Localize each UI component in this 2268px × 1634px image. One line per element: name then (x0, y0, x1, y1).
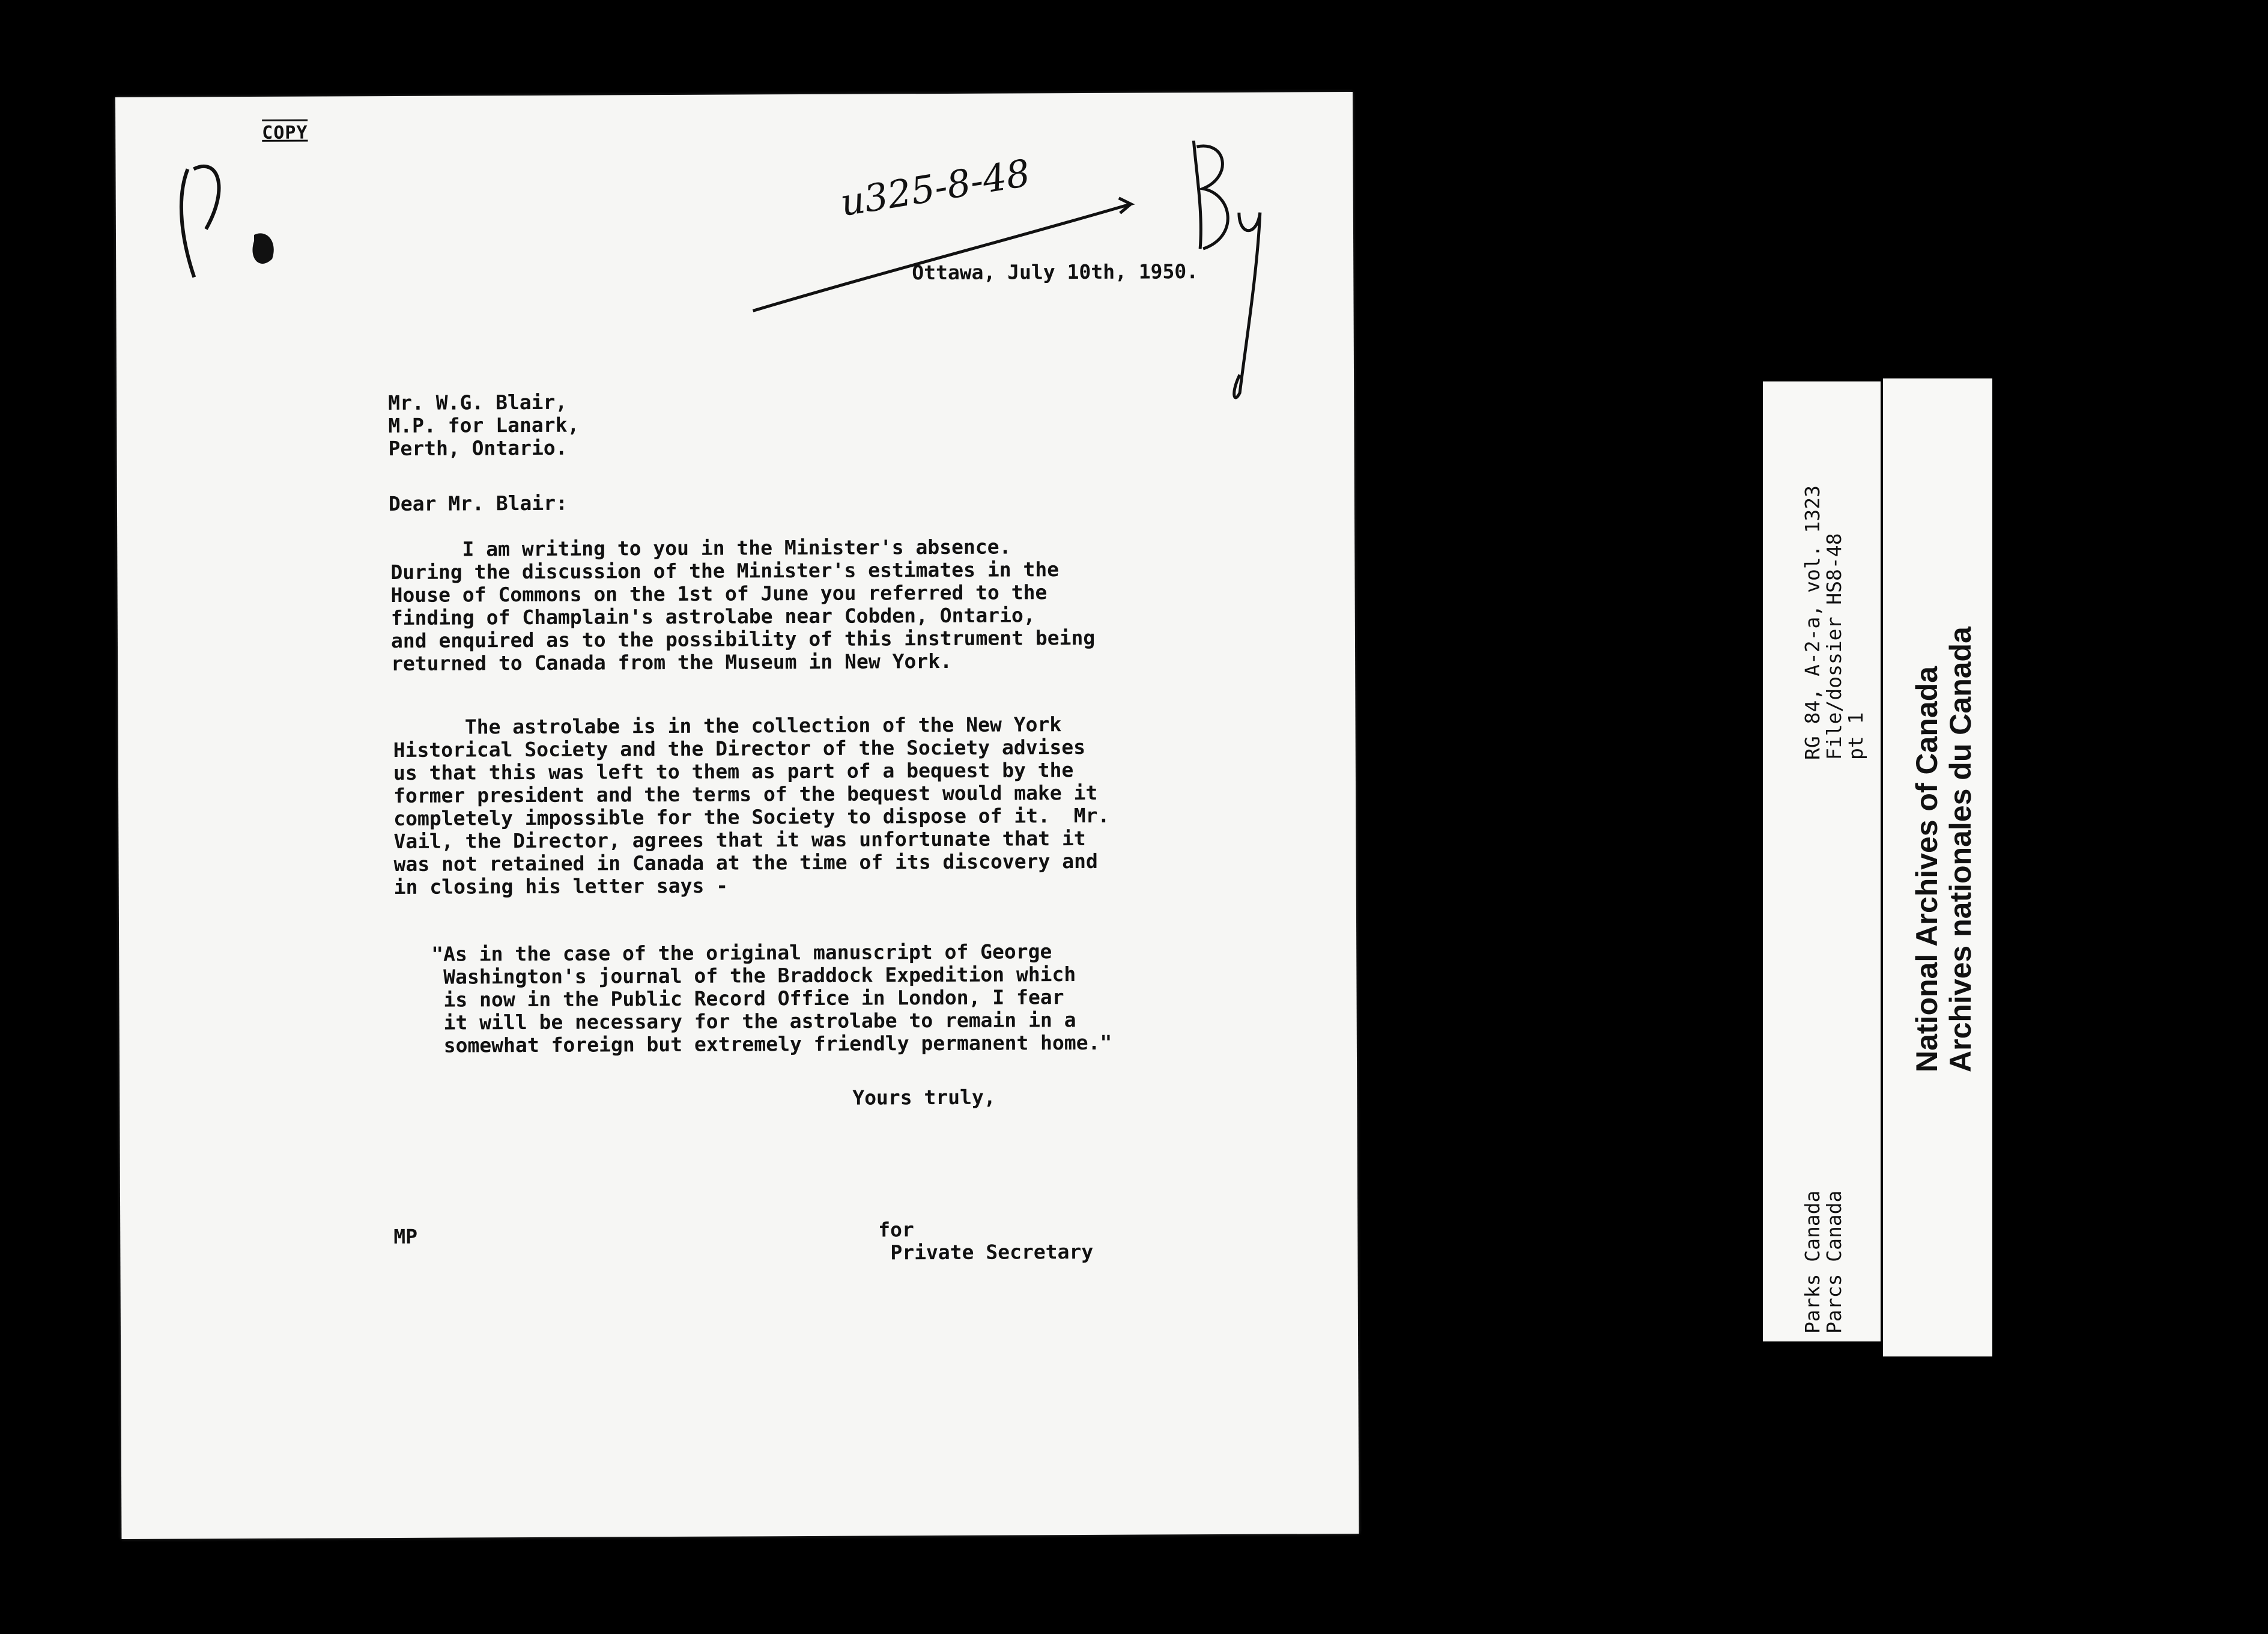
closing: Yours truly, (852, 1085, 996, 1110)
institution-label: National Archives of Canada Archives nationales du Canada (1910, 627, 1977, 1072)
quoted-passage: "As in the case of the original manuscript of George Washington's journal of the Braddock Expedition which is now in the Public Record Office in London, I fear it will be necessary for the astrolabe to remain in a somewhat foreign but extremely friendly permanent home." (431, 940, 1112, 1057)
copy-label: COPY (262, 120, 308, 144)
typist-initials: MP (393, 1224, 418, 1248)
archive-reference: RG 84, A-2-a, vol. 1323 File/dossier HS8-48 pt 1 (1801, 485, 1867, 760)
paragraph-2: The astrolabe is in the collection of the New York Historical Society and the Director of the Society advises us that this was left to them as part of a bequest by the former president and the terms of the bequest would make it completely impossible for the Society to dispose of it. Mr. Vail, the Director, agrees that it was unfortunate that it was not retained in Canada at the time of its discovery and in closing his letter says - (393, 712, 1110, 899)
paragraph-1: I am writing to you in the Minister's absence. During the discussion of the Minister's estimates in the House of Commons on the 1st of June you referred to the finding of Champlain's astrolabe near Cobden, Ontario, and enquired as to the possibility of this instrument being returned to Canada from the Museum in New York. (390, 535, 1096, 676)
letter-page (115, 92, 1359, 1539)
letter-date: Ottawa, July 10th, 1950. (912, 260, 1199, 285)
recipient-address: Mr. W.G. Blair, M.P. for Lanark, Perth, Ontario. (388, 390, 580, 461)
salutation: Dear Mr. Blair: (388, 491, 568, 516)
file-number-handwritten: u325-8-48 (837, 150, 1033, 225)
for-label: for (878, 1218, 914, 1242)
department-label: Parks Canada Parcs Canada (1801, 1190, 1846, 1334)
signatory-title: Private Secretary (890, 1239, 1094, 1265)
